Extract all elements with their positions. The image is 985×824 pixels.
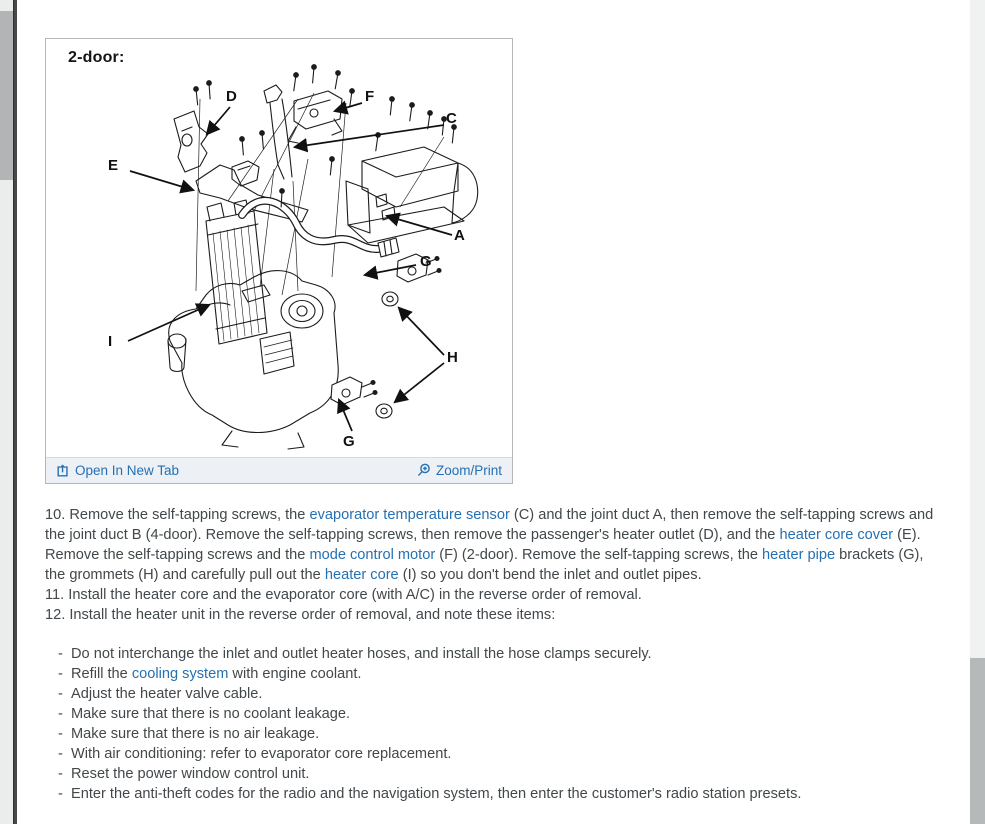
text-segment: Refill the: [71, 666, 132, 682]
text-segment: Do not interchange the inlet and outlet heater hoses, and install the hose clamps securely.: [71, 646, 652, 662]
bullet-text: [71, 664, 942, 684]
bullet-text: [71, 784, 942, 804]
diagram-label-c: C: [446, 110, 457, 127]
step-paragraph: [45, 605, 942, 625]
bullet-text: [71, 644, 942, 664]
diagram-label-i: I: [108, 333, 113, 350]
text-segment: Enter the anti-theft codes for the radio and the navigation system, then enter the customer's radio station presets.: [71, 786, 802, 802]
bullet-marker: -: [58, 726, 63, 742]
bullet-marker: -: [58, 786, 63, 802]
text-segment: 10. Remove the self-tapping screws, the: [45, 507, 310, 523]
bullet-item: [45, 684, 942, 704]
bullet-marker: -: [58, 666, 63, 682]
diagram-label-a: A: [454, 227, 465, 244]
text-segment: Make sure that there is no air leakage.: [71, 726, 320, 742]
zoom-magnifier-icon: [416, 463, 431, 478]
bullet-marker: -: [58, 766, 63, 782]
step-paragraph: [45, 505, 942, 585]
bullet-text: [71, 764, 942, 784]
text-segment: Make sure that there is no coolant leakage.: [71, 706, 351, 722]
instructions: [45, 505, 942, 804]
bullet-marker: -: [58, 646, 63, 662]
bullet-item: [45, 644, 942, 664]
bullet-marker: -: [58, 686, 63, 702]
diagram-label-g1: G: [420, 253, 432, 270]
panel-divider: [13, 0, 17, 824]
text-segment: with engine coolant.: [228, 666, 362, 682]
steps-list: [45, 505, 942, 625]
bullet-item: [45, 724, 942, 744]
bullet-text: [71, 704, 942, 724]
text-segment: (I) so you don't bend the inlet and outlet pipes.: [398, 567, 702, 583]
bullet-item: [45, 764, 942, 784]
screw-icons: [193, 65, 456, 208]
bullet-item: [45, 664, 942, 684]
step-paragraph: [45, 585, 942, 605]
inline-link[interactable]: heater core: [324, 567, 399, 583]
bullet-marker: -: [58, 746, 63, 762]
left-scrollbar-thumb[interactable]: [0, 11, 13, 180]
bullet-text: [71, 744, 942, 764]
text-segment: (E). Remove the self-tapping screws and the: [45, 527, 921, 563]
open-in-new-tab-label: Open In New Tab: [75, 463, 180, 478]
diagram-label-f: F: [365, 88, 375, 105]
bullet-item: [45, 744, 942, 764]
inline-link[interactable]: heater pipe: [762, 547, 836, 563]
bullet-list: [45, 644, 942, 804]
text-segment: 12. Install the heater unit in the reverse order of removal, and note these items:: [45, 607, 556, 623]
bullet-text: [71, 684, 942, 704]
open-in-new-tab-icon: [56, 464, 70, 478]
diagram-label-g2: G: [343, 433, 355, 450]
text-segment: (C) and the joint duct A, then remove the self-tapping screws and the joint duct B (4-door). Remove the self-tapping screws, then remove the passenger's heater outlet (D), and the: [45, 507, 934, 543]
zoom-print-link[interactable]: [416, 463, 502, 478]
right-scrollbar-thumb[interactable]: [970, 658, 985, 824]
figure-footer: [46, 457, 512, 483]
exploded-diagram: [46, 39, 512, 457]
text-segment: brackets (G), the grommets (H) and carefully pull out the: [45, 547, 924, 583]
figure-canvas: [46, 39, 512, 457]
diagram-label-h: H: [447, 349, 458, 366]
inline-link[interactable]: evaporator temperature sensor: [309, 507, 510, 523]
figure-panel: [45, 38, 513, 484]
bullet-item: [45, 704, 942, 724]
inline-link[interactable]: mode control motor: [309, 547, 436, 563]
diagram-label-d: D: [226, 88, 237, 105]
bullet-item: [45, 784, 942, 804]
text-segment: (F) (2-door). Remove the self-tapping screws, the: [435, 547, 763, 563]
bullet-marker: -: [58, 706, 63, 722]
text-segment: Adjust the heater valve cable.: [71, 686, 263, 702]
figure-title: 2-door:: [68, 49, 125, 66]
diagram-label-e: E: [108, 157, 119, 174]
text-segment: Reset the power window control unit.: [71, 766, 310, 782]
zoom-print-label: Zoom/Print: [435, 463, 502, 478]
text-segment: 11. Install the heater core and the evaporator core (with A/C) in the reverse order of removal.: [45, 587, 642, 603]
text-segment: With air conditioning: refer to evaporator core replacement.: [71, 746, 452, 762]
open-in-new-tab-link[interactable]: [56, 463, 179, 478]
bullet-text: [71, 724, 942, 744]
inline-link[interactable]: heater core cover: [779, 527, 894, 543]
inline-link[interactable]: cooling system: [131, 666, 229, 682]
